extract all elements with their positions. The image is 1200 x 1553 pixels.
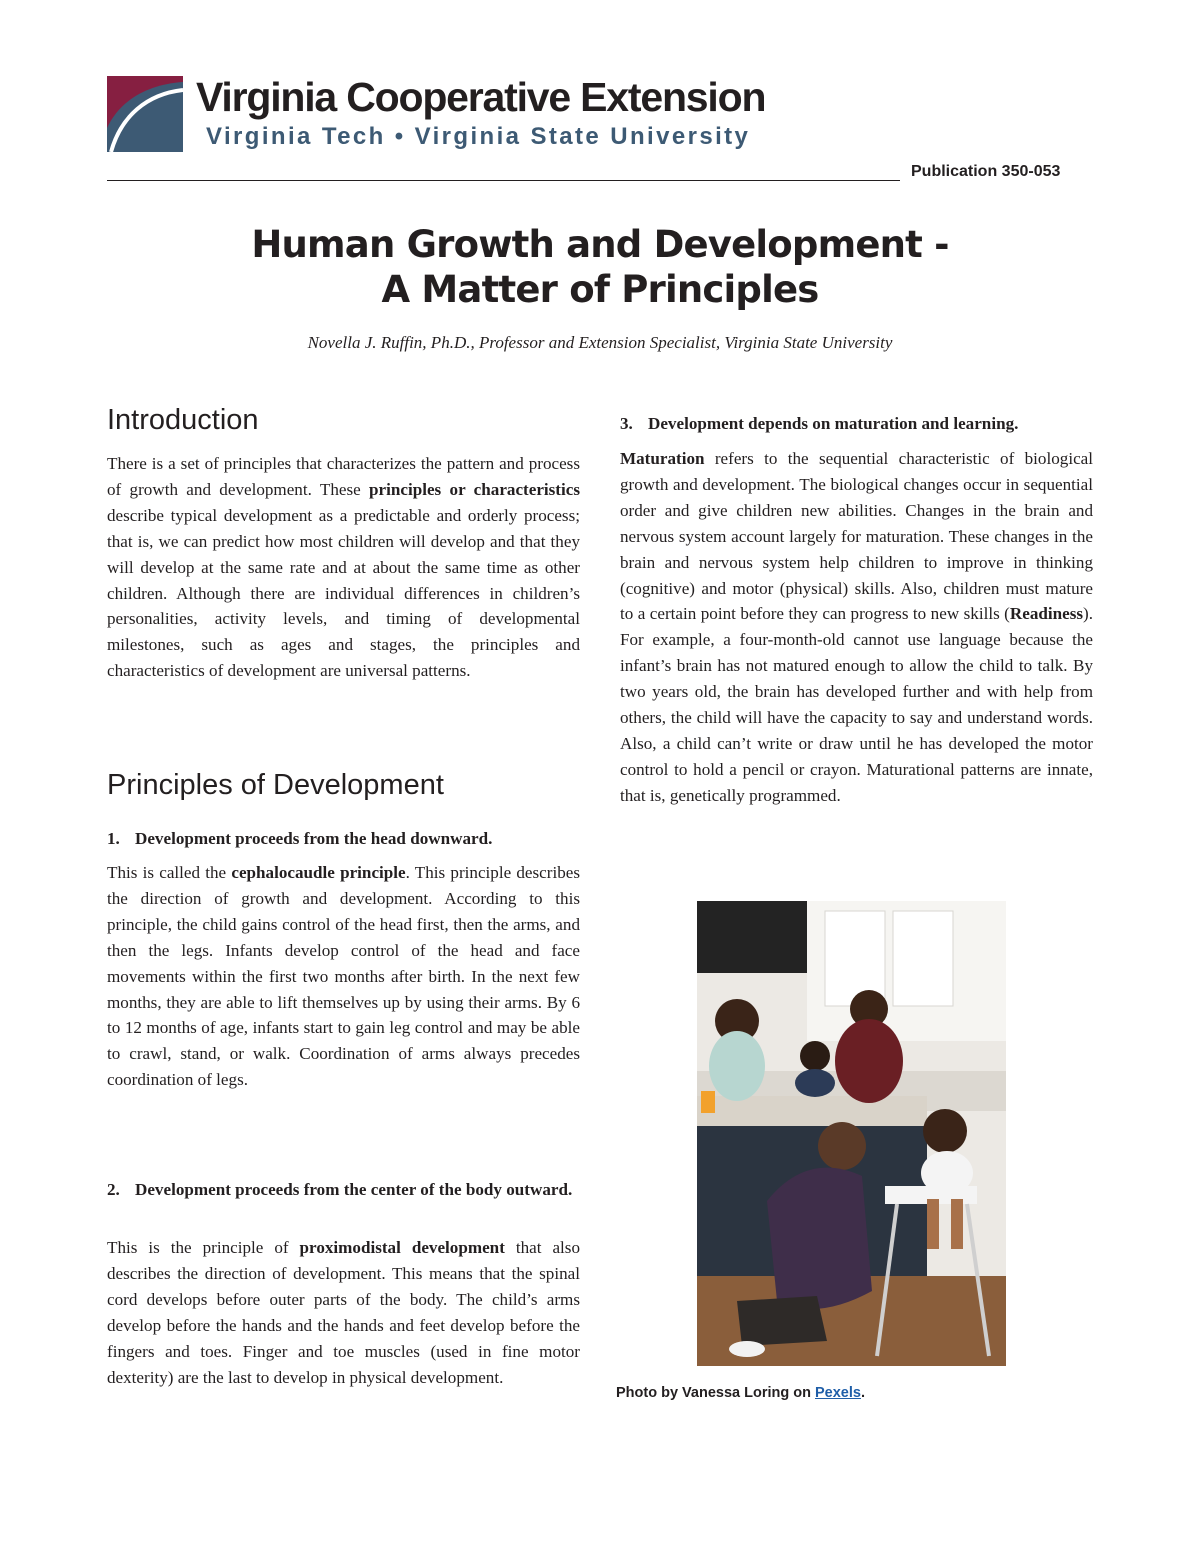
caption-suffix: . <box>860 1385 865 1401</box>
publication-number: Publication 350-053 <box>911 163 1061 180</box>
principle-3-text-b: ). For example, a four-month-old cannot use language because the infant’s brain has not matured enough to allow the child to talk. By two years old, the brain has developed further and with help from others, the child will have the capacity to say and understand words. Also, a child can’t write or draw until he has developed the motor control to hold a pencil or crayon. Maturational patterns are innate, that is, genetically programmed. <box>620 604 1093 805</box>
principle-1-text-b: . This principle describes the direction of growth and development. According to this principle, the child gains control of the head first, then the arms, and then the legs. Infants develop control of the head and face movements within the first two months after birth. In the next few months, they are able to lift themselves up by using their arms. By 6 to 12 months of age, infants start to gain leg control and may be able to crawl, stand, or walk. Coordination of arms always precedes coordination of legs. <box>107 863 580 1090</box>
intro-heading: Introduction <box>107 404 259 436</box>
principle-2-text-b: that also describes the direction of development. This means that the spinal cord develops before outer parts of the body. The child’s arms develop before the hands and the hands and feet develop before the fingers and toes. Finger and toe muscles (used in fine motor dexterity) are the last to develop in physical development. <box>107 1238 581 1387</box>
principle-3-number: 3. <box>620 414 633 433</box>
intro-paragraph <box>107 451 580 684</box>
principle-1-number: 1. <box>107 829 120 848</box>
caption-text: Photo by Vanessa Loring on <box>616 1385 815 1401</box>
intro-text-b: describe typical development as a predictable and orderly process; that is, we can predict how most children will develop and that they will develop at the same rate and at about the same time as other children. Although there are individual differences in children’s personalities, activity levels, and timing of developmental milestones, such as ages and stages, the principles and characteristics of development are universal patterns. <box>107 505 580 681</box>
org-title: Virginia Cooperative Extension <box>196 74 766 120</box>
principle-2-text-a: This is the principle of <box>107 1238 300 1257</box>
principle-1-text-bold: cephalocaudle principle <box>231 863 406 882</box>
photo-caption <box>616 1385 865 1401</box>
principle-2-text-bold: proximodistal development <box>299 1238 505 1257</box>
principle-1-paragraph <box>107 860 580 1093</box>
org-subtitle: Virginia Tech • Virginia State University <box>206 123 751 150</box>
pexels-link[interactable]: Pexels <box>815 1385 861 1401</box>
principle-3-paragraph <box>620 446 1093 809</box>
principle-2-number: 2. <box>107 1180 120 1199</box>
principle-3-text-a: refers to the sequential characteristic of biological growth and development. The biological changes occur in sequential order and give children new abilities. Changes in the brain and nervous system account largely for maturation. These changes in the brain and nervous system help children to improve in thinking (cognitive) and motor (physical) skills. Also, children must mature to a certain point before they can progress to new skills ( <box>620 449 1093 624</box>
document-title <box>0 222 1200 312</box>
principle-1-text-a: This is called the <box>107 863 232 882</box>
principle-2-paragraph <box>107 1235 580 1390</box>
principle-3-heading <box>620 411 1093 437</box>
principle-1-heading <box>107 826 580 852</box>
author-line: Novella J. Ruffin, Ph.D., Professor and Extension Specialist, Virginia State University <box>307 333 893 352</box>
principle-2-heading <box>107 1177 580 1203</box>
principle-3-text-bold-1: Maturation <box>620 449 705 468</box>
intro-text-a: There is a set of principles that characterizes the pattern and process of growth and development. These <box>107 454 580 499</box>
principles-heading: Principles of Development <box>107 769 444 801</box>
header-rule <box>107 180 900 181</box>
title-line-1: Human Growth and Development - <box>251 223 949 266</box>
intro-text-bold: principles or characteristics <box>369 479 580 499</box>
principle-1-title: Development proceeds from the head downward. <box>135 829 493 848</box>
title-line-2: A Matter of Principles <box>381 268 819 311</box>
principle-3-title: Development depends on maturation and learning. <box>648 414 1019 433</box>
principle-2-title: Development proceeds from the center of the body outward. <box>135 1180 573 1199</box>
principle-3-text-bold-2: Readiness <box>1009 604 1084 624</box>
family-photo <box>697 901 1006 1366</box>
vce-logo-mark <box>107 76 183 152</box>
